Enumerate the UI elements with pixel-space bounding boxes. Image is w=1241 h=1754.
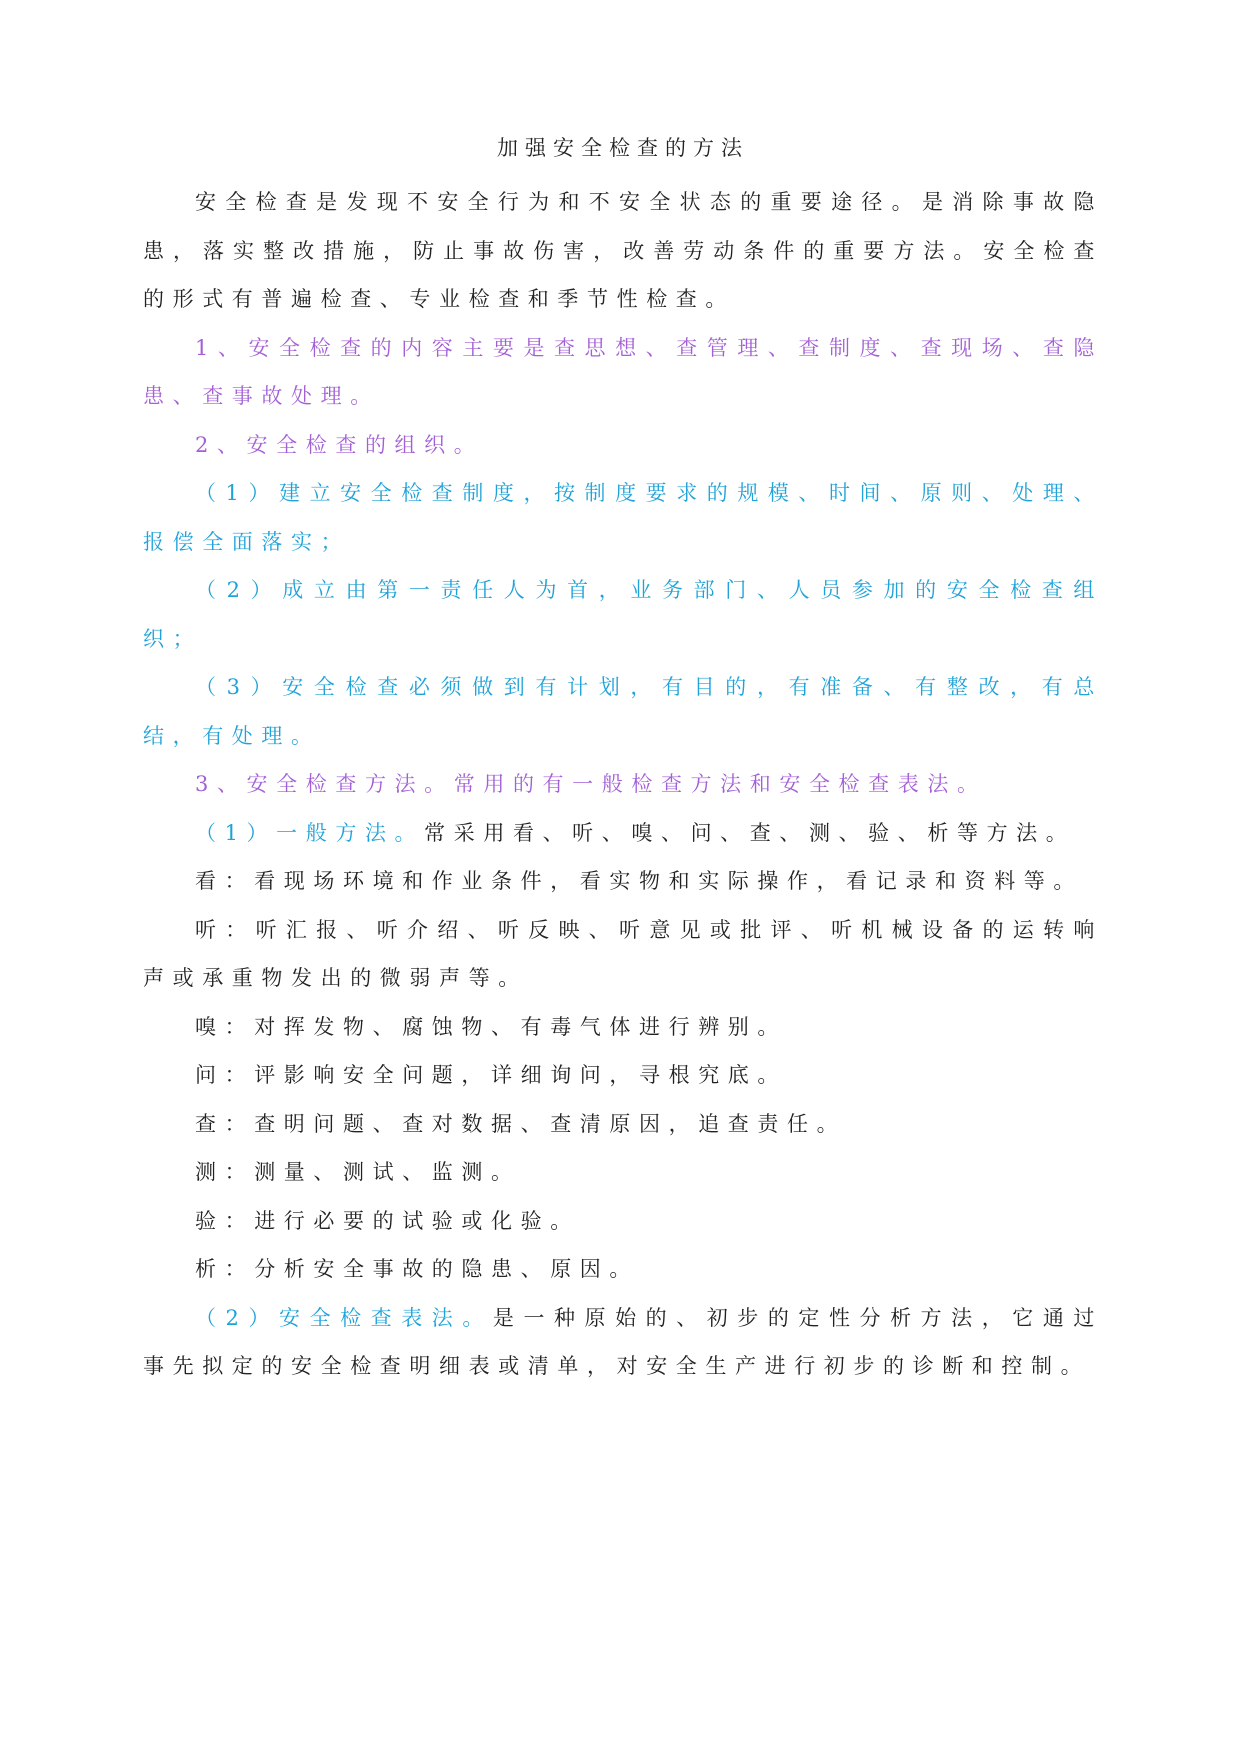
method-item-text: 进行必要的试验或化验。 — [254, 1208, 580, 1233]
method-item-analyze — [143, 1245, 1103, 1294]
method-item-look — [143, 857, 1103, 906]
method-2-text: 是一种原始的、初步的定性分析方法，它通过事先拟定的安全检查明细表或清单，对安全生产进行初步的诊断和控制。 — [143, 1305, 1103, 1378]
method-item-ask — [143, 1051, 1103, 1100]
method-item-text: 看现场环境和作业条件，看实物和实际操作，看记录和资料等。 — [254, 869, 1084, 893]
method-item-text: 听汇报、听介绍、听反映、听意见或批评、听机械设备的运转响声或承重物发出的微弱声等。 — [143, 917, 1103, 990]
method-1-text: 常采用看、听、嗅、问、查、测、验、析等方法。 — [424, 820, 1076, 845]
method-item-text: 评影响安全问题，详细询问，寻根究底。 — [254, 1063, 788, 1087]
document-page — [143, 128, 1103, 1391]
section-2-heading: 2、安全检查的组织。 — [195, 432, 484, 457]
method-item-listen — [143, 906, 1103, 1003]
method-item-label: 问： — [195, 1063, 255, 1087]
method-item-smell — [143, 1003, 1103, 1052]
intro-paragraph: 安全检查是发现不安全行为和不安全状态的重要途径。是消除事故隐患，落实整改措施，防止事故伤害，改善劳动条件的重要方法。安全检查的形式有普遍检查、专业检查和季节性检查。 — [143, 190, 1103, 311]
method-item-check — [143, 1100, 1103, 1149]
section-3-heading: 3、安全检查方法。常用的有一般检查方法和安全检查表法。 — [195, 772, 987, 796]
method-2-paragraph — [143, 1294, 1103, 1391]
method-item-text: 分析安全事故的隐患、原因。 — [254, 1257, 640, 1281]
method-item-measure — [143, 1148, 1103, 1197]
method-item-label: 测： — [195, 1160, 255, 1184]
method-item-text: 对挥发物、腐蚀物、有毒气体进行辨别。 — [254, 1014, 788, 1039]
method-item-text: 查明问题、查对数据、查清原因，追查责任。 — [254, 1111, 847, 1136]
method-2-label: （2）安全检查表法。 — [195, 1305, 493, 1330]
document-title: 加强安全检查的方法 — [497, 136, 749, 160]
method-item-label: 验： — [195, 1208, 255, 1233]
section-1-paragraph: 1、安全检查的内容主要是查思想、查管理、查制度、查现场、查隐患、查事故处理。 — [143, 335, 1103, 408]
method-item-test — [143, 1197, 1103, 1246]
method-1-paragraph — [143, 809, 1103, 858]
method-item-label: 嗅： — [195, 1014, 255, 1039]
method-item-label: 查： — [195, 1111, 255, 1136]
method-item-text: 测量、测试、监测。 — [254, 1160, 521, 1184]
section-2-item-2: （2）成立由第一责任人为首，业务部门、人员参加的安全检查组织； — [143, 578, 1103, 651]
section-2-item-3: （3）安全检查必须做到有计划，有目的，有准备、有整改，有总结，有处理。 — [143, 675, 1103, 748]
method-1-label: （1）一般方法。 — [195, 820, 425, 845]
method-item-label: 析： — [195, 1257, 255, 1281]
method-item-label: 看： — [195, 869, 255, 893]
section-2-item-1: （1）建立安全检查制度，按制度要求的规模、时间、原则、处理、报偿全面落实； — [143, 481, 1103, 554]
method-item-label: 听： — [195, 917, 256, 942]
